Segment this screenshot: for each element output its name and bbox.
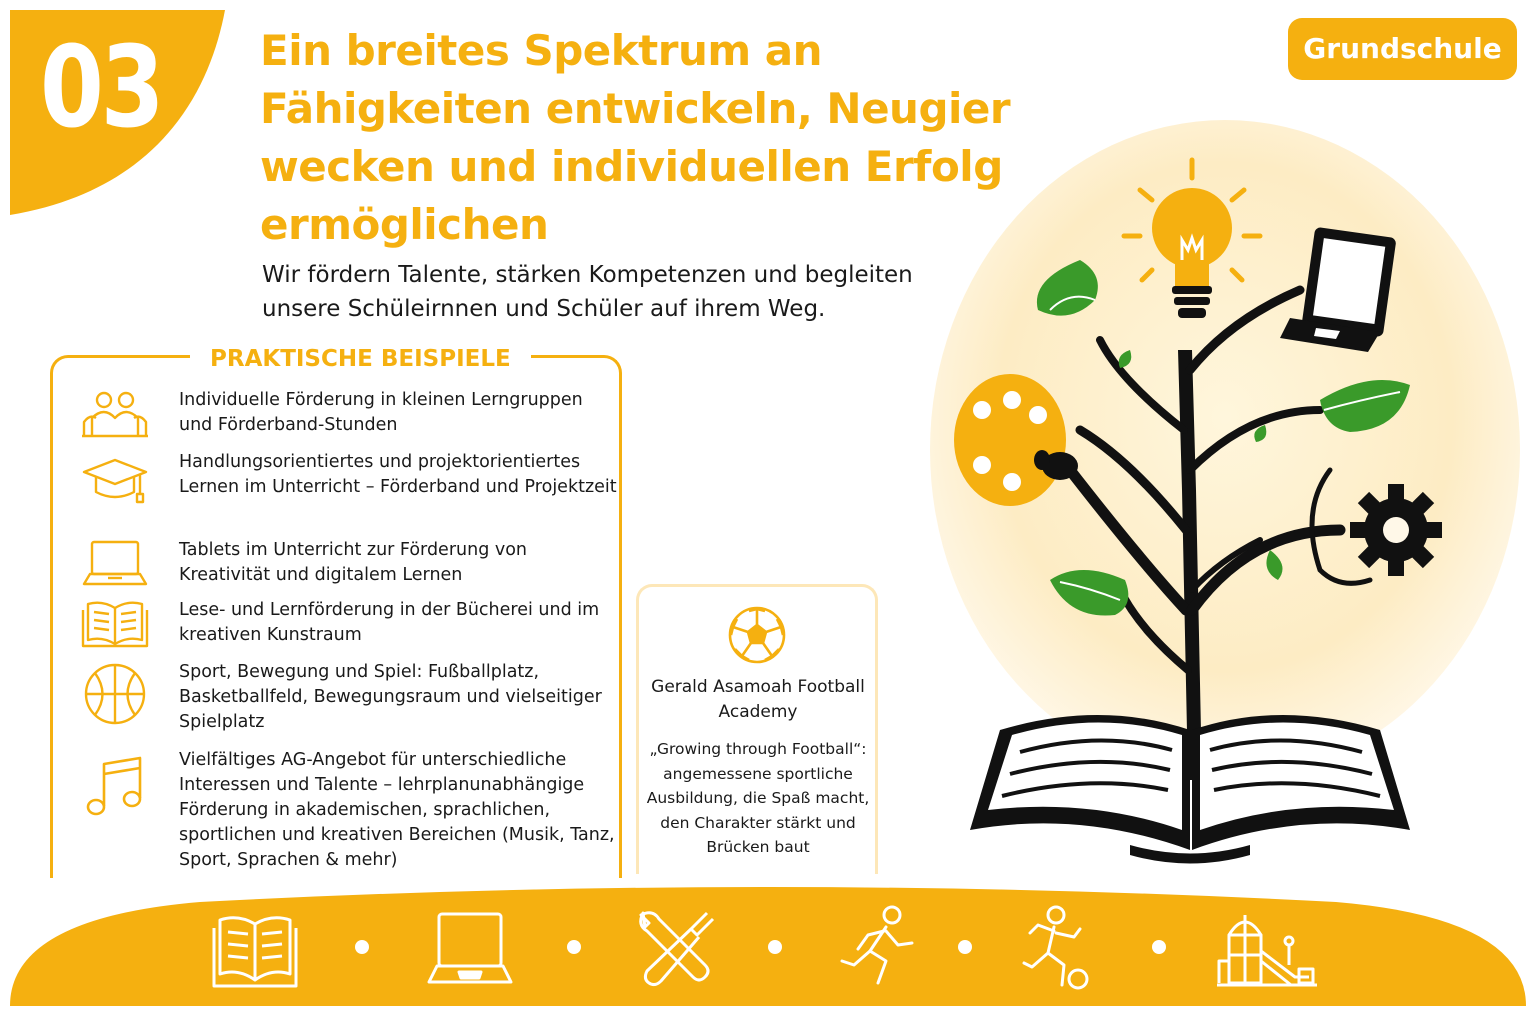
gear-icon	[1350, 484, 1442, 576]
example-text: Tablets im Unterricht zur Förderung von Kreativität und digitalem Lernen	[179, 540, 528, 585]
runner-icon	[838, 903, 918, 994]
example-text: Sport, Bewegung und Spiel: Fußballplatz, Basketballfeld, Bewegungsraum und vielseitiger Spielplatz	[179, 662, 602, 732]
page-subtitle: Wir fördern Talente, stärken Kompetenzen und begleiten unsere Schüleirnnen und Schüler auf ihrem Weg.	[262, 262, 913, 322]
academy-description: „Growing through Football“: angemessene sportliche Ausbildung, die Spaß macht, den Charakter stärkt und Brücken baut	[646, 740, 870, 856]
music-note-icon	[80, 754, 156, 814]
example-text: Individuelle Förderung in kleinen Lerngruppen und Förderband-Stunden	[179, 390, 583, 435]
book-icon	[80, 598, 156, 658]
graduation-cap-icon	[80, 450, 156, 510]
academy-card	[636, 584, 878, 874]
laptop-icon	[425, 910, 515, 993]
tools-icon	[633, 905, 717, 994]
soccer-player-icon	[1018, 903, 1098, 996]
page-title: Ein breites Spektrum an Fähigkeiten entwickeln, Neugier wecken und individuellen Erfolg ermöglichen	[260, 26, 1011, 249]
example-text: Lese- und Lernförderung in der Bücherei und im kreativen Kunstraum	[179, 600, 600, 645]
school-level-tag: Grundschule	[1288, 18, 1517, 80]
group-icon	[80, 388, 156, 448]
separator-dot	[355, 940, 369, 954]
examples-heading: PRAKTISCHE BEISPIELE	[190, 344, 531, 374]
example-text: Vielfältiges AG-Angebot für unterschiedliche Interessen und Talente – lehrplanunabhängige Förderung in akademischen, sprachlichen, sportlichen und kreativen Bereichen (Musik, Tanz, Sport, Sprachen & mehr)	[179, 750, 615, 870]
laptop-icon	[80, 538, 156, 598]
academy-name: Gerald Asamoah Football Academy	[651, 677, 865, 722]
section-number: 03	[40, 23, 162, 153]
open-book-icon	[970, 715, 1410, 864]
basketball-icon	[80, 660, 156, 720]
separator-dot	[958, 940, 972, 954]
separator-dot	[567, 940, 581, 954]
separator-dot	[1152, 940, 1166, 954]
playground-icon	[1215, 905, 1319, 994]
number-badge	[10, 10, 225, 215]
separator-dot	[768, 940, 782, 954]
example-text: Handlungsorientiertes und projektorientiertes Lernen im Unterricht – Förderband und Projektzeit	[179, 452, 617, 497]
book-icon	[212, 912, 298, 995]
growth-tree-illustration	[920, 110, 1530, 875]
football-icon	[727, 605, 787, 670]
